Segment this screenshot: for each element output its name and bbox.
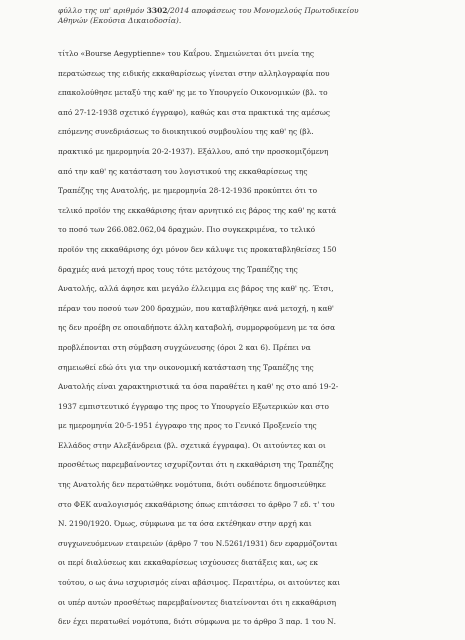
body-line: της Ανατολής δεν περατώθηκε νομότυπα, διότι ουδέποτε δημοσιεύθηκε <box>58 480 326 490</box>
body-line: πρακτικό με ημερομηνία 20-2-1937). Εξάλλου, από την προσκομιζόμενη <box>58 146 329 156</box>
page-header <box>58 6 388 26</box>
body-line: δραχμές ανά μετοχή προς τους τότε μετόχους της Τραπέζης της <box>58 264 298 274</box>
body-line: Ελλάδος στην Αλεξάνδρεια (βλ. σχετικά έγγραφα). Οι αιτούντες και οι <box>58 440 326 450</box>
body-line: το ποσό των 266.082.062,04 δραχμών. Πιο συγκεκριμένα, το τελικό <box>58 225 316 235</box>
body-line: Ανατολής, αλλά άφησε και μεγάλο έλλειμμα εις βάρος της καθ' ης. Έτσι, <box>58 284 334 294</box>
body-line: στο ΦΕΚ αναλογισμός εκκαθάρισης όπως επιτάσσει το άρθρο 7 εδ. τ' του <box>58 499 335 509</box>
header-line1-suffix: /2014 αποφάσεως του Μονομελούς Πρωτοδικείου <box>167 6 359 15</box>
body-line: Τραπέζης της Ανατολής, με ημερομηνία 28-12-1936 προκύπτει ότι το <box>58 186 318 196</box>
body-line: περατώσεως της ειδικής εκκαθαρίσεως γίνεται στην αλληλογραφία που <box>58 68 330 78</box>
header-line2: Αθηνών (Εκούσια Δικαιοδοσία). <box>58 16 182 25</box>
body-line: πέραν του ποσού των 200 δραχμών, που καταβλήθηκε ανά μετοχή, η καθ' <box>58 303 334 313</box>
body-line: με ημερομηνία 20-5-1951 έγγραφο της προς το Γενικό Προξενείο της <box>58 421 317 431</box>
document-body <box>58 44 430 632</box>
body-line: επόμενης συνεδριάσεως το διοικητικού συμβουλίου της καθ' ης (βλ. <box>58 127 314 137</box>
body-line: σημειωθεί εδώ ότι για την οικονομική κατάσταση της Τραπέζης της <box>58 362 314 372</box>
body-line: τελικό προϊόν της εκκαθάρισης ήταν αρνητικό εις βάρος της καθ' ης κατά <box>58 205 337 215</box>
body-line: προβλέπονται στη σύμβαση συγχώνευσης (όροι 2 και 6). Πρέπει να <box>58 342 311 352</box>
body-line: ης δεν προέβη σε οποιαδήποτε άλλη καταβολή, συμμορφούμενη με τα όσα <box>58 323 336 333</box>
body-line: τούτου, ο ως άνω ισχυρισμός είναι αβάσιμος. Περαιτέρω, οι αιτούντες και <box>58 578 341 588</box>
body-line: Ν. 2190/1920. Όμως, σύμφωνα με τα όσα εκτέθηκαν στην αρχή και <box>58 519 312 529</box>
body-line: προσθέτως παρεμβαίνοντες ισχυρίζονται ότι η εκκαθάριση της Τραπέζης <box>58 460 334 470</box>
body-line: από 27-12-1938 σχετικό έγγραφο), καθώς και στα πρακτικά της αμέσως <box>58 107 331 117</box>
body-line: από την καθ' ης κατάσταση του λογιστικού της εκκαθαρίσεως της <box>58 166 308 176</box>
header-line1-prefix: φύλλο της υπ' αριθμόν <box>58 6 145 15</box>
body-line: Ανατολής είναι χαρακτηριστικά τα όσα παραθέτει η καθ' ης στο από 19-2- <box>58 382 339 392</box>
body-line: δεν έχει περατωθεί νομότυπα, διότι σύμφωνα με το άρθρο 3 παρ. 1 του Ν. <box>58 617 336 627</box>
body-line: οι περί διαλύσεως και εκκαθαρίσεως ισχύουσες διατάξεις και, ως εκ <box>58 558 318 568</box>
body-line: επακολούθησε μεταξύ της καθ' ης με το Υπουργείο Οικονομικών (βλ. το <box>58 88 328 98</box>
body-line: προϊόν της εκκαθάρισης όχι μόνον δεν κάλυψε τις προκαταβληθείσες 150 <box>58 244 337 254</box>
body-line: 1937 εμπιστευτικό έγγραφο της προς το Υπουργείο Εξωτερικών και στο <box>58 401 329 411</box>
body-line: συγχωνευόμενων εταιρειών (άρθρο 7 του Ν.5261/1931) δεν εφαρμόζονται <box>58 538 338 548</box>
body-line: οι υπέρ αυτών προσθέτως παρεμβαίνοντες διατείνονται ότι η εκκαθάριση <box>58 597 337 607</box>
decision-number: 3302 <box>146 6 168 15</box>
body-line: τίτλο «Bourse Aegyptienne» του Καΐρου. Σημειώνεται ότι μνεία της <box>58 49 315 58</box>
